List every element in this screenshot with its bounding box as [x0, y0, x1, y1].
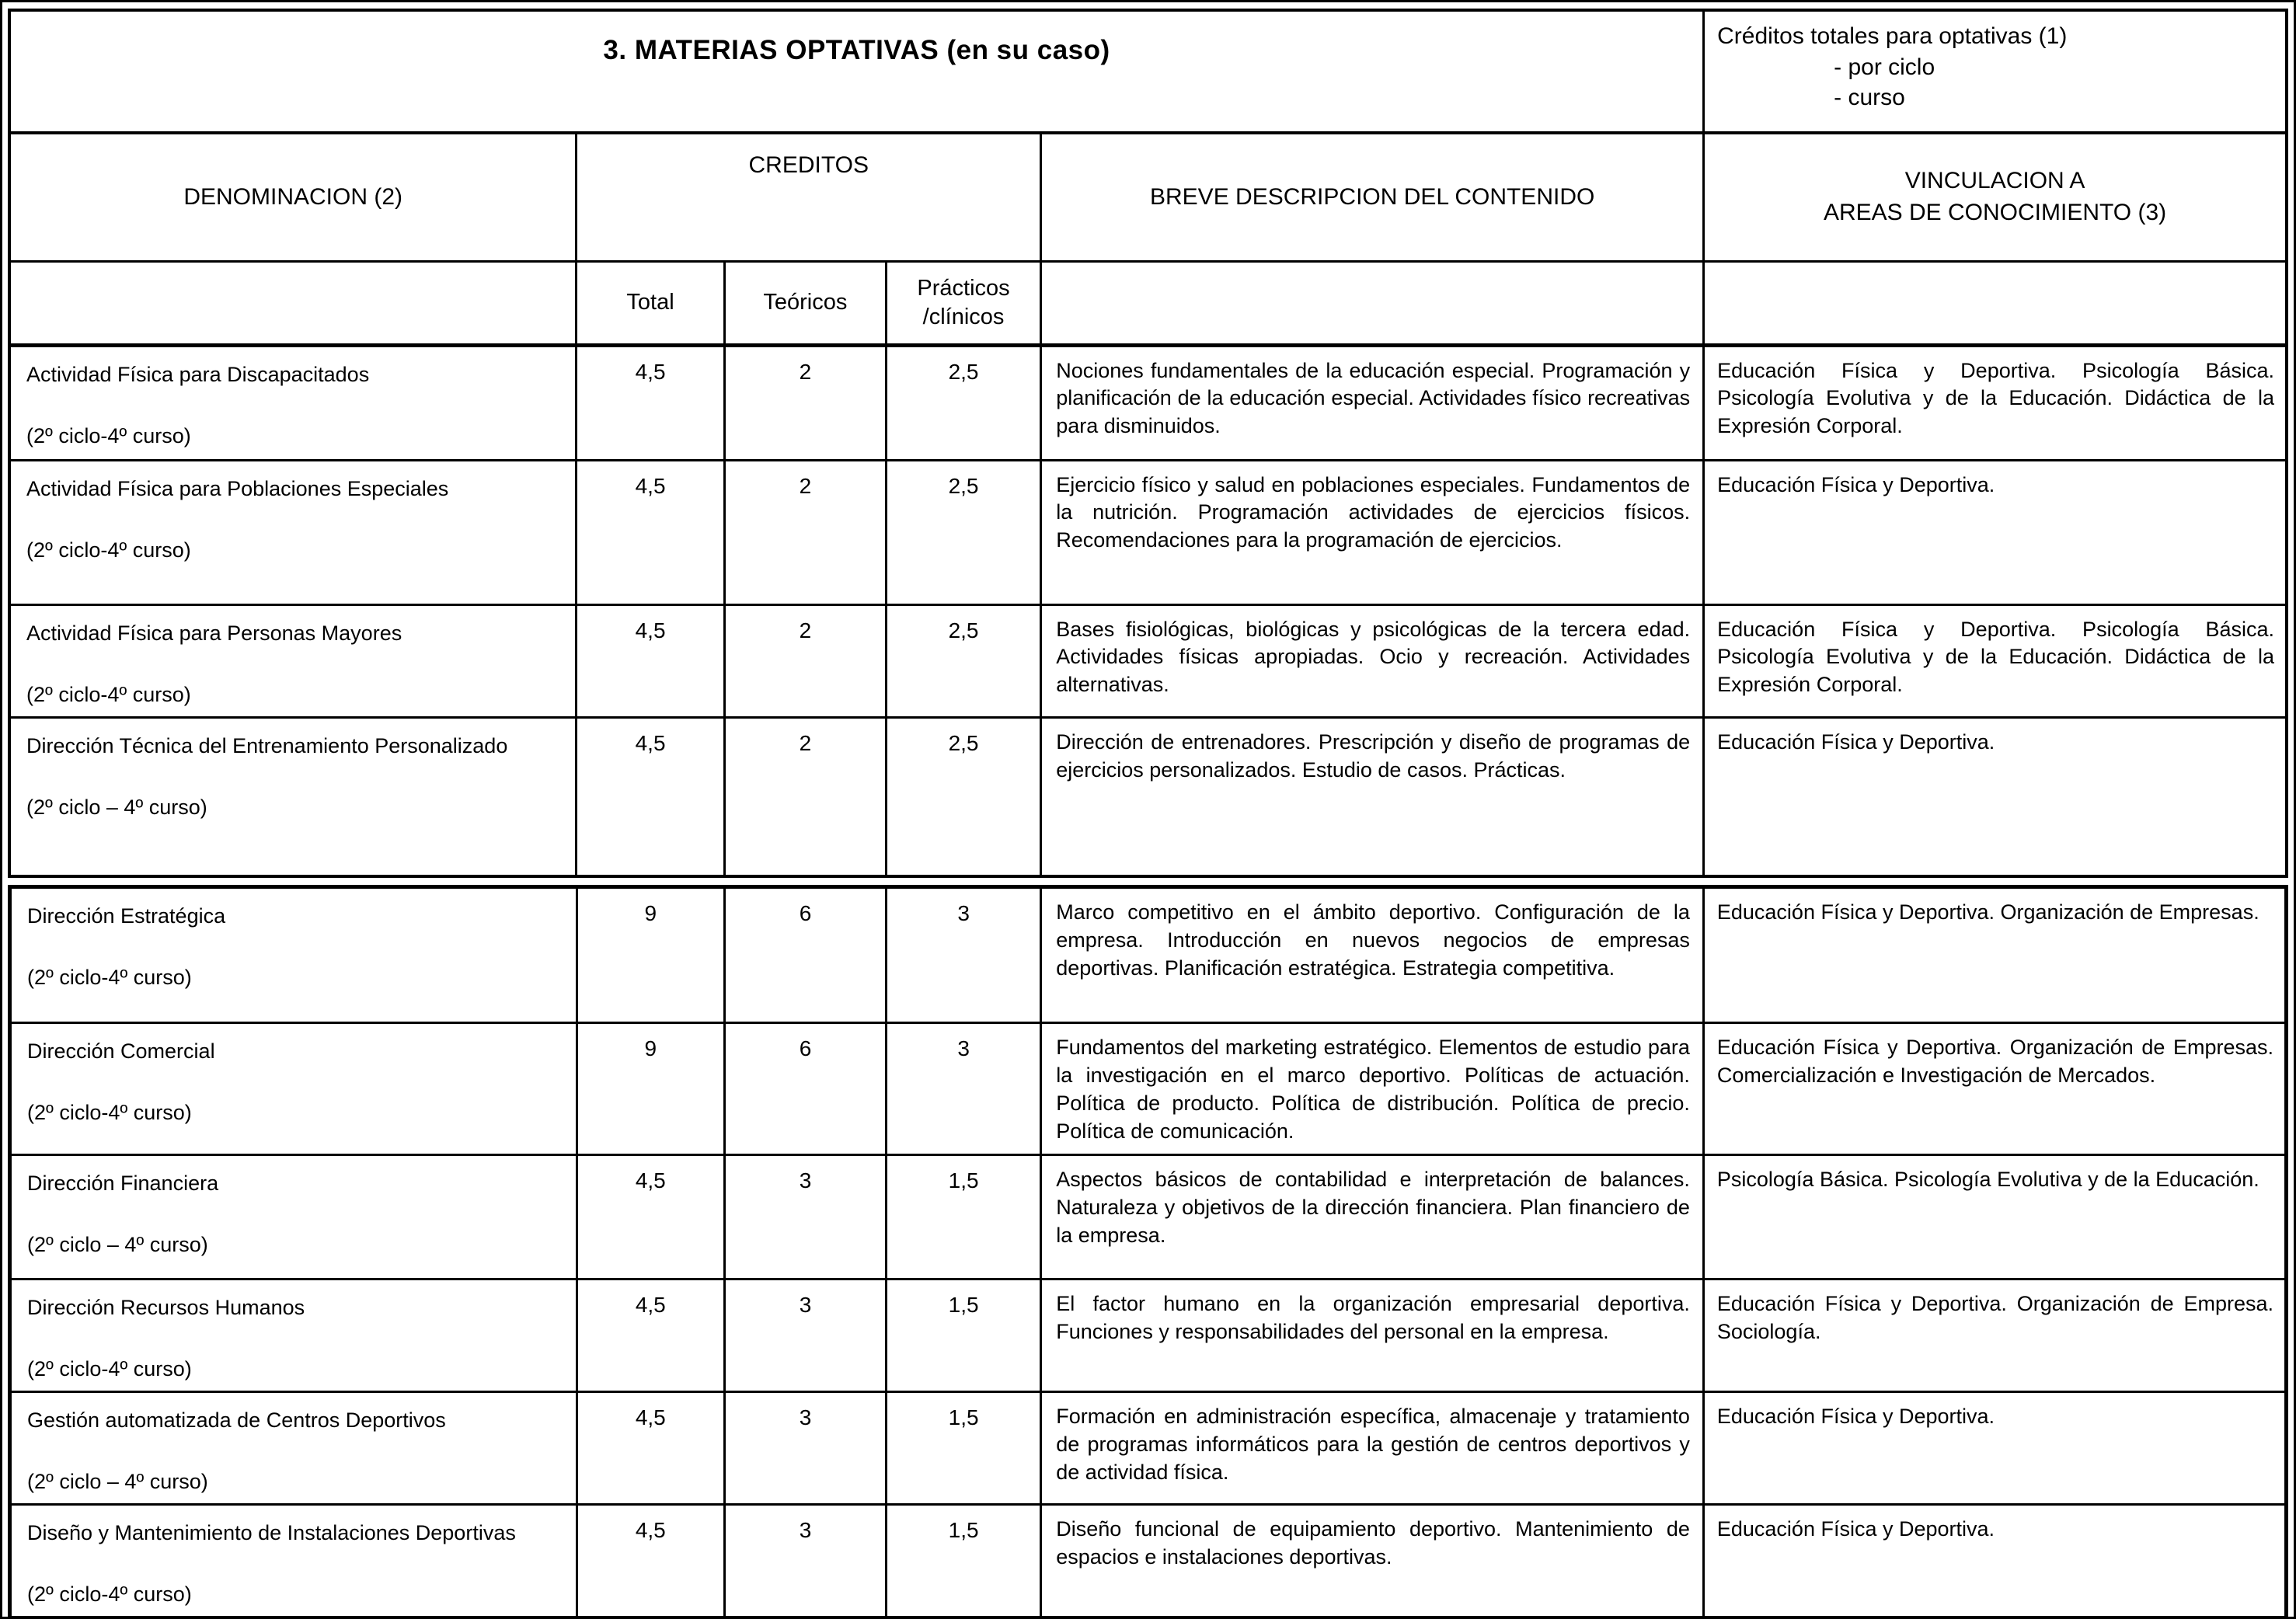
table-row [9, 717, 2287, 876]
table-title-row [9, 10, 2287, 133]
subject-cycle: (2º ciclo-4º curso) [27, 1582, 192, 1607]
table-row [10, 1023, 2287, 1155]
subject-description: Aspectos básicos de contabilidad e interpretación de balances. Naturaleza y objetivos de la dirección financiera. Plan financiero de la empresa. [1041, 1154, 1704, 1279]
table-row [9, 460, 2287, 604]
optional-subjects-table-lower [8, 885, 2288, 1619]
subject-vinculacion: Educación Física y Deportiva. Psicología Básica. Psicología Evolutiva y de la Educación. Didáctica de la Expresión Corporal. [1704, 345, 2287, 460]
subject-name: Gestión automatizada de Centros Deportivos [27, 1408, 446, 1432]
subject-cell [10, 1154, 577, 1279]
credits-teoricos-value: 3 [725, 1392, 887, 1505]
credits-practicos-value: 3 [887, 1023, 1041, 1155]
subject-name: Diseño y Mantenimiento de Instalaciones Deportivas [27, 1521, 516, 1545]
credits-practicos-value: 1,5 [887, 1279, 1041, 1391]
credits-total-value: 4,5 [577, 345, 725, 460]
header-vinculacion [1704, 133, 2287, 261]
subject-description: Marco competitivo en el ámbito deportivo. Configuración de la empresa. Introducción en nuevos negocios de empresas deportivas. Planificación estratégica. Estrategia competitiva. [1041, 887, 1704, 1023]
subject-description: El factor humano en la organización empresarial deportiva. Funciones y responsabilidades del personal en la empresa. [1041, 1279, 1704, 1391]
credits-total-value: 4,5 [577, 1505, 724, 1618]
subject-name: Actividad Física para Discapacitados [26, 362, 370, 386]
subject-description: Diseño funcional de equipamiento deportivo. Mantenimiento de espacios e instalaciones deportivas. [1041, 1505, 1704, 1618]
credits-teoricos-value: 3 [725, 1505, 887, 1618]
section-title: 3. MATERIAS OPTATIVAS (en su caso) [9, 10, 1704, 133]
subject-cell [10, 887, 577, 1023]
credits-total-value: 4,5 [577, 717, 725, 876]
credits-note-title: Créditos totales para optativas (1) [1717, 23, 2068, 49]
credits-teoricos-value: 3 [725, 1154, 887, 1279]
subheader-practicos-line1: Prácticos [917, 276, 1010, 301]
subject-name: Dirección Técnica del Entrenamiento Personalizado [26, 733, 508, 757]
header-creditos: CREDITOS [577, 133, 1041, 261]
table-row [9, 604, 2287, 717]
subheader-practicos [886, 261, 1040, 345]
subject-cell [9, 460, 577, 604]
credits-practicos-value: 2,5 [886, 460, 1040, 604]
subject-cell [9, 717, 577, 876]
credits-practicos-value: 2,5 [886, 717, 1040, 876]
credits-teoricos-value: 6 [725, 887, 887, 1023]
subject-description: Ejercicio físico y salud en poblaciones especiales. Fundamentos de la nutrición. Programación actividades de ejercicios físicos. Recomendaciones para la programación de ejercicios. [1041, 460, 1704, 604]
credits-total-value: 9 [577, 887, 724, 1023]
header-descripcion: BREVE DESCRIPCION DEL CONTENIDO [1041, 133, 1704, 261]
credits-subheader-row [9, 261, 2287, 345]
subject-cycle: (2º ciclo-4º curso) [27, 966, 192, 990]
credits-practicos-value: 1,5 [887, 1154, 1041, 1279]
subject-cycle: (2º ciclo – 4º curso) [26, 795, 207, 819]
subject-name: Dirección Recursos Humanos [27, 1295, 305, 1319]
empty-cell [9, 261, 577, 345]
subject-cycle: (2º ciclo-4º curso) [26, 682, 191, 706]
credits-teoricos-value: 2 [724, 717, 886, 876]
credits-practicos-value: 2,5 [886, 604, 1040, 717]
credits-teoricos-value: 6 [725, 1023, 887, 1155]
credits-total-value: 4,5 [577, 1392, 724, 1505]
header-vinculacion-line2: AREAS DE CONOCIMIENTO (3) [1823, 199, 2167, 225]
credits-practicos-value: 2,5 [886, 345, 1040, 460]
subject-cell [10, 1505, 577, 1618]
subject-cycle: (2º ciclo-4º curso) [26, 538, 191, 562]
empty-cell [1041, 261, 1704, 345]
subject-name: Dirección Estratégica [27, 904, 226, 928]
subject-cycle: (2º ciclo-4º curso) [26, 423, 191, 447]
subject-cycle: (2º ciclo – 4º curso) [27, 1232, 208, 1256]
subject-description: Formación en administración específica, almacenaje y tratamiento de programas informáticos para la gestión de centros deportivos y de actividad física. [1041, 1392, 1704, 1505]
subject-cycle: (2º ciclo-4º curso) [27, 1356, 192, 1381]
subheader-total: Total [577, 261, 725, 345]
credits-practicos-value: 3 [887, 887, 1041, 1023]
credits-teoricos-value: 3 [725, 1279, 887, 1391]
subject-vinculacion: Educación Física y Deportiva. Organización de Empresas. Comercialización e Investigación de Mercados. [1703, 1023, 2286, 1155]
header-vinculacion-line1: VINCULACION A [1904, 168, 2085, 194]
table-row [10, 1279, 2287, 1391]
optional-subjects-table-upper [8, 9, 2288, 878]
subheader-teoricos: Teóricos [724, 261, 886, 345]
subject-vinculacion: Educación Física y Deportiva. [1703, 1392, 2286, 1505]
credits-practicos-value: 1,5 [887, 1505, 1041, 1618]
subject-description: Nociones fundamentales de la educación especial. Programación y planificación de la educación especial. Actividades físico recreativas para disminuidos. [1041, 345, 1704, 460]
credits-teoricos-value: 2 [724, 460, 886, 604]
subject-vinculacion: Educación Física y Deportiva. [1703, 1505, 2286, 1618]
subject-vinculacion: Educación Física y Deportiva. Organización de Empresa. Sociología. [1703, 1279, 2286, 1391]
subheader-practicos-line2: /clínicos [922, 304, 1005, 329]
column-header-row [9, 133, 2287, 261]
subject-description: Bases fisiológicas, biológicas y psicológicas de la tercera edad. Actividades físicas apropiadas. Ocio y recreación. Actividades alternativas. [1041, 604, 1704, 717]
subject-description: Fundamentos del marketing estratégico. Elementos de estudio para la investigación en el marco deportivo. Políticas de actuación. Política de producto. Política de distribución. Política de precio. Política de comunicación. [1041, 1023, 1704, 1155]
credits-practicos-value: 1,5 [887, 1392, 1041, 1505]
subject-vinculacion: Educación Física y Deportiva. [1704, 717, 2287, 876]
subject-vinculacion: Educación Física y Deportiva. [1704, 460, 2287, 604]
table-row [10, 1505, 2287, 1618]
subject-cell [10, 1279, 577, 1391]
table-row [9, 345, 2287, 460]
credits-total-value: 4,5 [577, 460, 725, 604]
subject-name: Dirección Financiera [27, 1171, 219, 1195]
subject-cell [10, 1392, 577, 1505]
subject-name: Actividad Física para Poblaciones Especiales [26, 476, 449, 500]
table-row [10, 1154, 2287, 1279]
subject-description: Dirección de entrenadores. Prescripción y diseño de programas de ejercicios personalizados. Estudio de casos. Prácticas. [1041, 717, 1704, 876]
credits-total-value: 4,5 [577, 1279, 724, 1391]
credits-note-cell [1704, 10, 2287, 133]
credits-note-por-ciclo: - por ciclo [1834, 54, 1935, 80]
credits-teoricos-value: 2 [724, 604, 886, 717]
table-row [10, 1392, 2287, 1505]
header-denominacion: DENOMINACION (2) [9, 133, 577, 261]
subject-name: Dirección Comercial [27, 1039, 215, 1064]
subject-vinculacion: Educación Física y Deportiva. Organización de Empresas. [1703, 887, 2286, 1023]
subject-cell [9, 345, 577, 460]
credits-total-value: 4,5 [577, 604, 725, 717]
credits-note-curso: - curso [1834, 85, 1905, 111]
subject-cell [10, 1023, 577, 1155]
subject-cycle: (2º ciclo – 4º curso) [27, 1470, 208, 1494]
credits-total-value: 9 [577, 1023, 724, 1155]
credits-teoricos-value: 2 [724, 345, 886, 460]
empty-cell [1704, 261, 2287, 345]
subject-vinculacion: Psicología Básica. Psicología Evolutiva y de la Educación. [1703, 1154, 2286, 1279]
subject-cycle: (2º ciclo-4º curso) [27, 1101, 192, 1125]
subject-cell [9, 604, 577, 717]
credits-total-value: 4,5 [577, 1154, 724, 1279]
subject-name: Actividad Física para Personas Mayores [26, 621, 402, 645]
table-row [10, 887, 2287, 1023]
subject-vinculacion: Educación Física y Deportiva. Psicología Básica. Psicología Evolutiva y de la Educación. Didáctica de la Expresión Corporal. [1704, 604, 2287, 717]
